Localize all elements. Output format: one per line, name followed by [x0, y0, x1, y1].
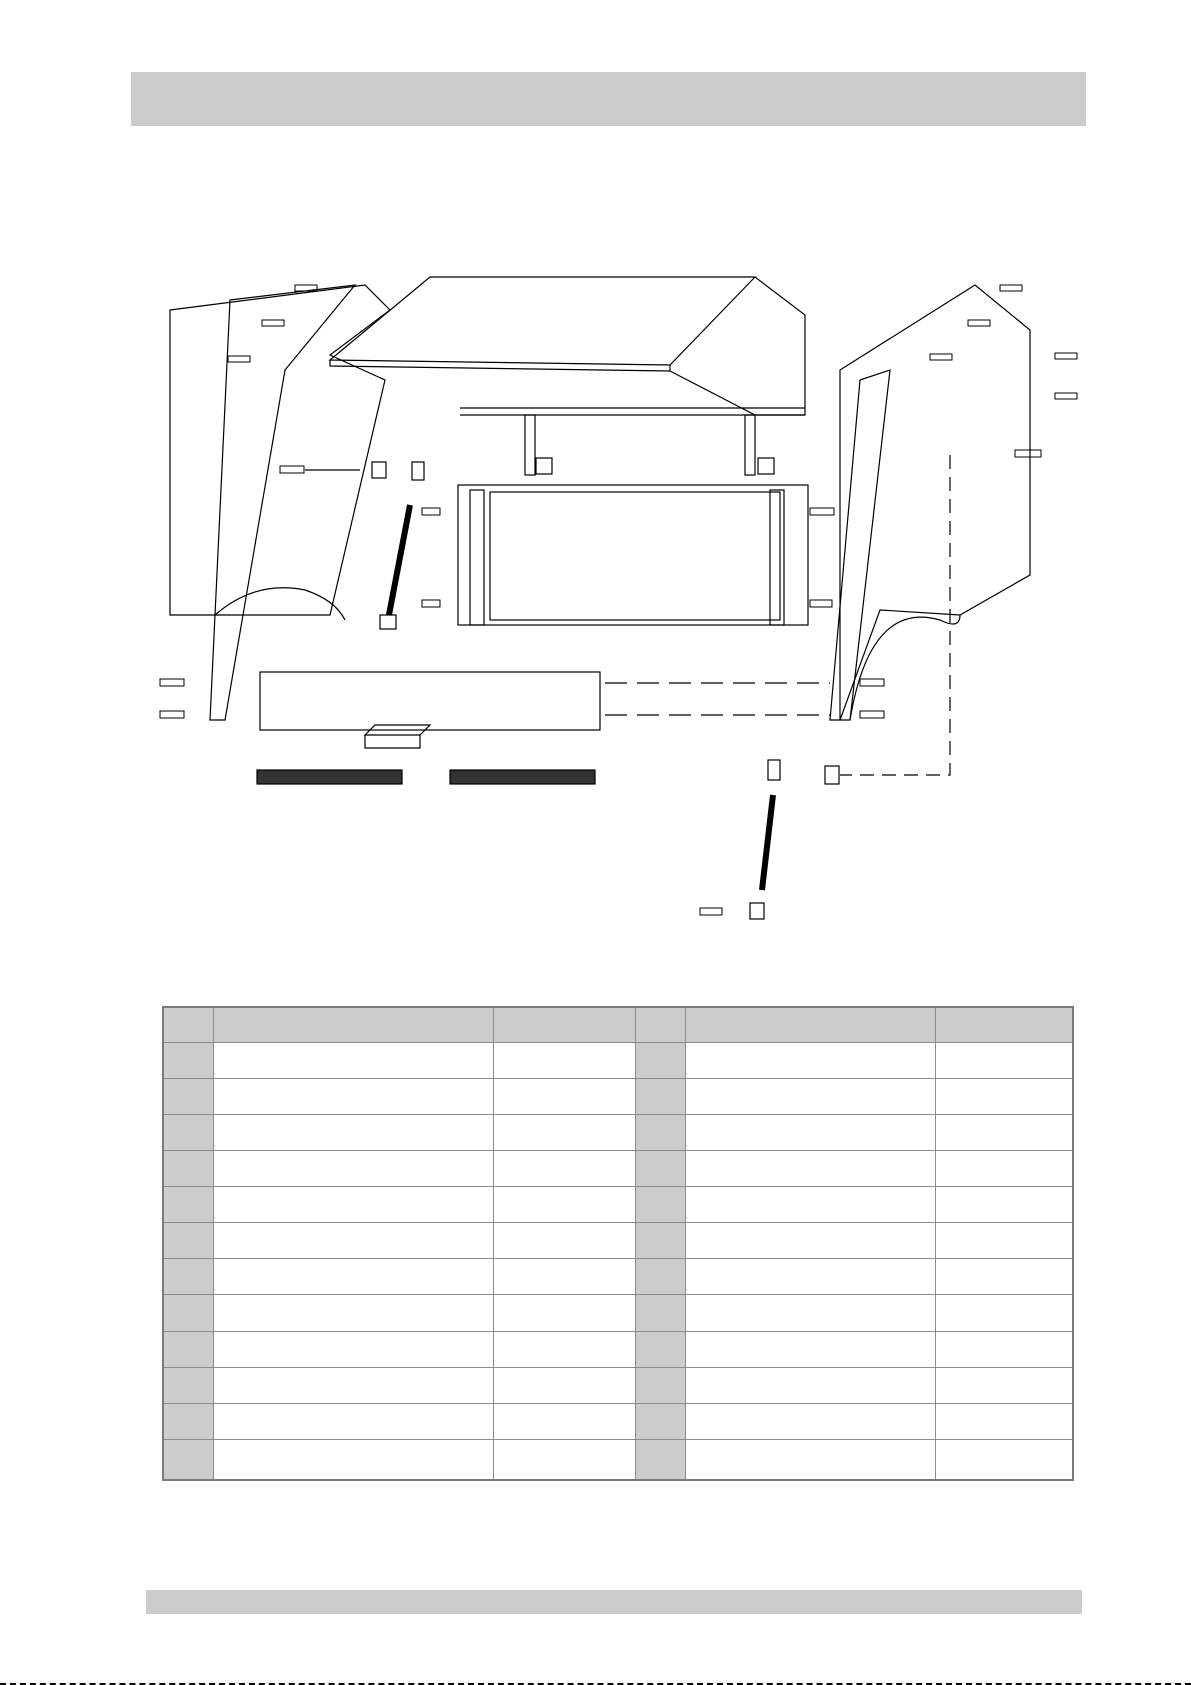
table-cell — [635, 1187, 685, 1223]
screw — [1055, 393, 1077, 399]
table-cell — [163, 1331, 213, 1367]
screw — [422, 508, 440, 515]
table-cell — [635, 1079, 685, 1115]
table-cell — [493, 1115, 635, 1151]
left-side-panel-outer — [170, 285, 390, 615]
table-cell — [635, 1331, 685, 1367]
table-cell — [935, 1295, 1073, 1331]
table-cell — [493, 1259, 635, 1295]
header-band — [131, 72, 1086, 126]
table-cell — [685, 1403, 935, 1439]
header-cell — [213, 1007, 493, 1043]
table-cell — [163, 1259, 213, 1295]
bottom-rail — [260, 672, 600, 730]
table-cell — [685, 1259, 935, 1295]
screw — [1000, 285, 1022, 291]
header-cell — [163, 1007, 213, 1043]
table-cell — [163, 1439, 213, 1480]
table-cell — [935, 1439, 1073, 1480]
rubber-foot-left — [257, 770, 402, 784]
table-cell — [493, 1223, 635, 1259]
top-cover-side — [670, 277, 805, 415]
screw — [810, 600, 832, 607]
table-cell — [635, 1367, 685, 1403]
bottom-rail-block — [365, 725, 430, 748]
table-cell — [493, 1331, 635, 1367]
table-cell — [685, 1331, 935, 1367]
screw — [422, 600, 440, 607]
table-row — [163, 1043, 1073, 1079]
main-frame-inner — [490, 492, 780, 620]
table-cell — [163, 1151, 213, 1187]
table-cell — [163, 1403, 213, 1439]
table-row — [163, 1259, 1073, 1295]
table-cell — [935, 1151, 1073, 1187]
assembly-line-right — [840, 455, 950, 775]
table-cell — [935, 1079, 1073, 1115]
table-cell — [685, 1439, 935, 1480]
table-cell — [213, 1187, 493, 1223]
table-cell — [163, 1367, 213, 1403]
hinge-bracket — [412, 462, 424, 480]
table-row — [163, 1187, 1073, 1223]
table-cell — [635, 1295, 685, 1331]
screw — [262, 320, 284, 326]
table-cell — [213, 1331, 493, 1367]
left-side-panel-inner — [210, 285, 355, 720]
table-cell — [163, 1223, 213, 1259]
table-cell — [213, 1367, 493, 1403]
table-cell — [493, 1295, 635, 1331]
table-cell — [635, 1439, 685, 1480]
left-support-post — [525, 415, 535, 475]
table-cell — [213, 1403, 493, 1439]
hinge-bushing-right — [825, 766, 839, 784]
parts-table-body — [163, 1043, 1073, 1481]
screws — [160, 285, 1077, 915]
hinge-bushing — [372, 462, 386, 478]
header-cell — [685, 1007, 935, 1043]
table-cell — [163, 1079, 213, 1115]
table-row — [163, 1295, 1073, 1331]
screw — [1055, 353, 1077, 359]
table-cell — [163, 1043, 213, 1079]
table-cell — [635, 1115, 685, 1151]
table-cell — [213, 1439, 493, 1480]
footer-band — [146, 1590, 1082, 1614]
right-gas-strut — [762, 795, 773, 890]
screw — [930, 354, 952, 360]
table-cell — [163, 1187, 213, 1223]
table-cell — [685, 1295, 935, 1331]
corner-bracket-left — [536, 458, 552, 474]
exploded-assembly-drawing — [140, 255, 1090, 935]
table-cell — [213, 1151, 493, 1187]
table-cell — [635, 1223, 685, 1259]
table-cell — [635, 1259, 685, 1295]
table-row — [163, 1223, 1073, 1259]
screw — [968, 320, 990, 326]
table-cell — [213, 1115, 493, 1151]
table-cell — [163, 1115, 213, 1151]
table-cell — [685, 1079, 935, 1115]
table-cell — [493, 1367, 635, 1403]
parts-table-header-row — [163, 1007, 1073, 1043]
table-cell — [493, 1043, 635, 1079]
screw — [280, 466, 304, 473]
table-cell — [935, 1331, 1073, 1367]
screw — [810, 508, 834, 515]
table-cell — [685, 1043, 935, 1079]
screw — [700, 908, 722, 915]
table-cell — [493, 1187, 635, 1223]
hinge-bracket-right — [768, 760, 780, 780]
table-row — [163, 1367, 1073, 1403]
screw — [1015, 450, 1041, 457]
table-cell — [635, 1043, 685, 1079]
left-gas-strut — [388, 505, 410, 620]
screw — [160, 711, 184, 718]
table-cell — [935, 1115, 1073, 1151]
top-cover-edge — [330, 360, 670, 371]
right-panel-wheel-arch — [850, 615, 960, 720]
table-cell — [493, 1079, 635, 1115]
table-cell — [213, 1079, 493, 1115]
table-cell — [213, 1295, 493, 1331]
main-frame — [458, 485, 808, 625]
table-cell — [213, 1259, 493, 1295]
table-cell — [685, 1151, 935, 1187]
header-cell — [493, 1007, 635, 1043]
right-strut-end — [750, 903, 764, 919]
table-cell — [685, 1187, 935, 1223]
table-row — [163, 1151, 1073, 1187]
table-cell — [935, 1187, 1073, 1223]
table-cell — [213, 1223, 493, 1259]
table-cell — [493, 1403, 635, 1439]
screw — [860, 711, 884, 718]
top-cover-plate — [330, 277, 755, 365]
table-row — [163, 1403, 1073, 1439]
screw — [860, 679, 884, 686]
parts-table — [162, 1006, 1074, 1481]
corner-bracket-right — [758, 458, 774, 474]
right-support-post — [745, 415, 755, 475]
table-row — [163, 1115, 1073, 1151]
table-cell — [213, 1043, 493, 1079]
right-side-panel — [840, 285, 1030, 720]
table-cell — [935, 1043, 1073, 1079]
table-cell — [685, 1223, 935, 1259]
table-cell — [163, 1295, 213, 1331]
header-cell — [635, 1007, 685, 1043]
table-row — [163, 1439, 1073, 1480]
table-cell — [635, 1403, 685, 1439]
table-cell — [935, 1223, 1073, 1259]
table-cell — [935, 1403, 1073, 1439]
table-cell — [493, 1439, 635, 1480]
table-cell — [935, 1259, 1073, 1295]
rubber-foot-right — [450, 770, 595, 784]
table-cell — [493, 1151, 635, 1187]
screw — [228, 356, 250, 362]
table-cell — [635, 1151, 685, 1187]
screw — [160, 679, 184, 686]
table-cell — [935, 1367, 1073, 1403]
table-row — [163, 1331, 1073, 1367]
table-cell — [685, 1115, 935, 1151]
header-cell — [935, 1007, 1073, 1043]
frame-right-upright — [770, 490, 784, 625]
frame-left-upright — [470, 490, 484, 625]
left-strut-end — [380, 615, 396, 629]
right-side-panel-inner — [830, 370, 890, 720]
table-row — [163, 1079, 1073, 1115]
table-cell — [685, 1367, 935, 1403]
